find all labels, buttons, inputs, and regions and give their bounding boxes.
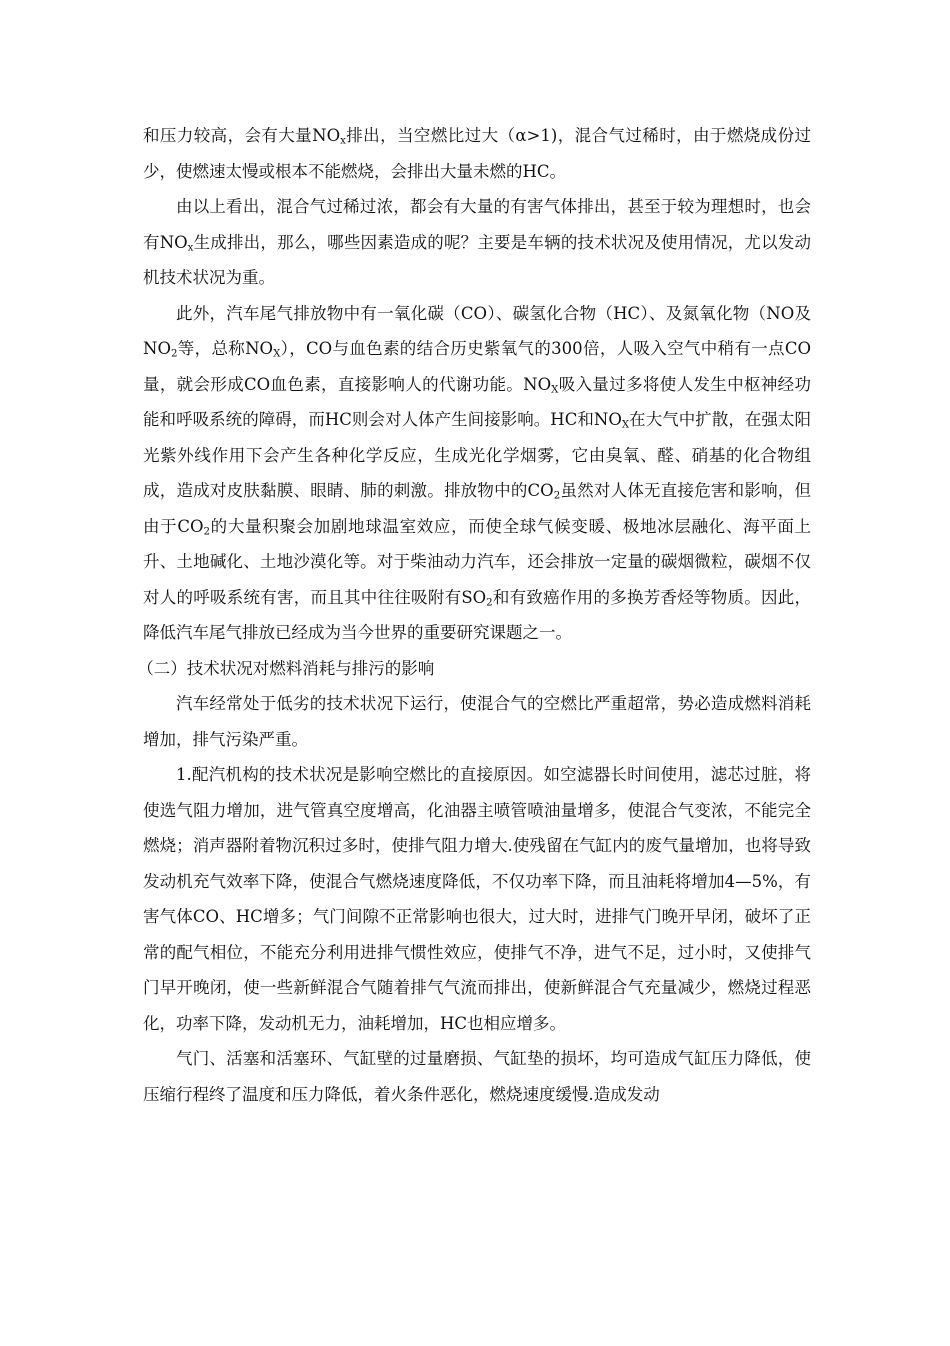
section-heading (137, 651, 811, 687)
paragraph-text: 吸入量过多将使人发生中枢神经功能和呼吸系统的障碍，而HC则会对人体产生间接影响。HC和NO (143, 374, 811, 429)
subscript-text: X (273, 348, 281, 360)
body-paragraph (143, 757, 811, 1041)
subscript-text: 2 (170, 348, 178, 360)
paragraph-text: 生成排出，那么，哪些因素造成的呢？主要是车辆的技术状况及使用情况，尤以发动机技术状况为重。 (143, 232, 811, 287)
body-paragraph (143, 118, 811, 189)
paragraph-text: 等，总称NO (177, 339, 274, 358)
subscript-text: 2 (486, 597, 493, 609)
paragraph-text: 排出，当空燃比过大（α>1)，混合气过稀时，由于燃烧成份过少，使燃速太慢或根本不能燃烧，会排出大量未燃的HC。 (143, 126, 811, 181)
paragraph-text: 虽然对人体无直接危害和影响，但由于CO (143, 481, 812, 536)
subscript-text: X (551, 384, 559, 396)
body-paragraph (143, 686, 811, 757)
body-paragraph (143, 1041, 811, 1112)
paragraph-text: 在大气中扩散，在强太阳光紫外线作用下会产生各种化学反应，生成光化学烟雾，它由臭氧、醛、硝基的化合物组成，造成对皮肤黏膜、眼睛、肺的刺激。排放物中的CO (143, 410, 812, 500)
subscript-text: 2 (553, 490, 561, 502)
paragraph-text: 和有致癌作用的多换芳香烃等物质。因此，降低汽车尾气排放已经成为当今世界的重要研究课题之一。 (143, 587, 811, 642)
subscript-text: X (621, 419, 630, 431)
paragraph-text: 1.配汽机构的技术状况是影响空燃比的直接原因。如空滤器长时间使用，滤芯过脏，将使选气阻力增加，进气管真空度增高，化油器主喷管喷油量增多，使混合气变浓，不能完全燃烧；消声器附着物沉积过多时，使排气阻力增大.使残留在气缸内的废气量增加，也将导致发动机充气效率下降，使混合气燃烧速度降低，不仅功率下降，而且油耗将增加4—5%，有害气体CO、HC增多；气门间隙不正常影响也很大，过大时，进排气门晚开早闭，破坏了正常的配气相位，不能充分利用进排气惯性效应，使排气不净，进气不足，过小时，又使排气门早开晚闭，使一些新鲜混合气随着排气气流而排出，使新鲜混合气充量减少，燃烧过程恶化，功率下降，发动机无力，油耗增加，HC也相应增多。 (143, 765, 811, 1033)
paragraph-text: （二）技术状况对燃料消耗与排污的影响 (137, 658, 435, 678)
subscript-text: 2 (203, 526, 211, 538)
paragraph-text: 由以上看出，混合气过稀过浓，都会有大量的有害气体排出，甚至于较为理想时，也会有NO (143, 197, 811, 252)
paragraph-text: 汽车经常处于低劣的技术状况下运行，使混合气的空燃比严重超常，势必造成燃料消耗增加，排气污染严重。 (143, 694, 811, 749)
body-paragraph (143, 296, 811, 651)
paragraph-text: 气门、活塞和活塞环、气缸壁的过量磨损、气缸垫的损坏，均可造成气缸压力降低，使压缩行程终了温度和压力降低，着火条件恶化，燃烧速度缓慢.造成发动 (143, 1049, 811, 1104)
paragraph-text: 和压力较高，会有大量NO (143, 126, 341, 145)
body-paragraph (143, 189, 811, 296)
paragraph-text: ），CO与血色素的结合历史紫氧气的300倍，人吸入空气中稍有一点CO量，就会形成CO血色素，直接影响人的代谢功能。NO (143, 339, 811, 394)
document-page (137, 118, 812, 1112)
paragraph-text: 此外，汽车尾气排放物中有一氧化碳（CO）、碳氢化合物（HC）、及氮氧化物（NO及NO (143, 303, 811, 358)
subscript-text: x (340, 135, 346, 147)
paragraph-text: 的大量积聚会加剧地球温室效应，而使全球气候变暖、极地冰层融化、海平面上升、土地碱化、土地沙漠化等。对于柴油动力汽车，还会排放一定量的碳烟微粒，碳烟不仅对人的呼吸系统有害，而且其中往往吸附有SO (143, 516, 812, 607)
subscript-text: x (187, 242, 194, 254)
